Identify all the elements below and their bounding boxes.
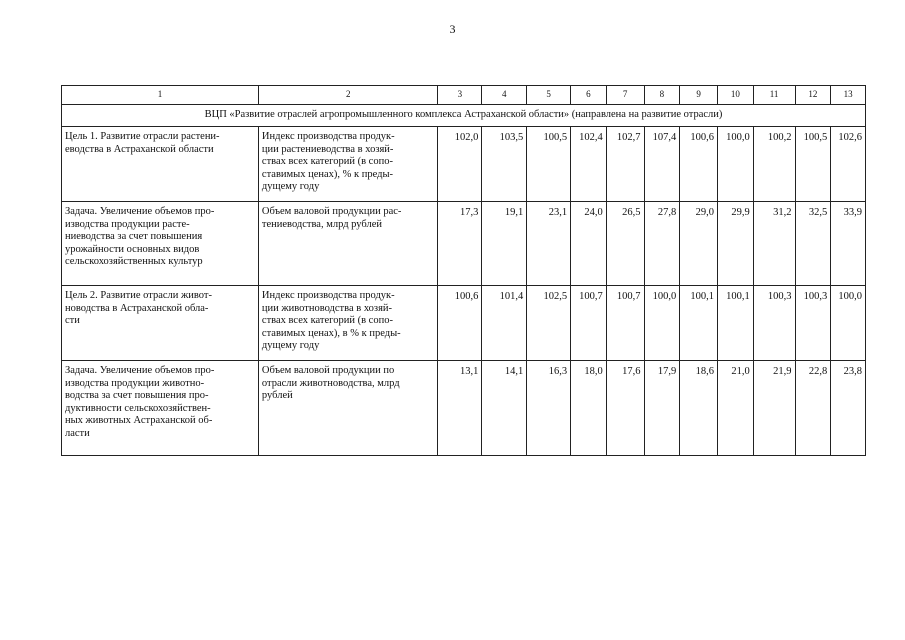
value-cell: 100,5 [795, 127, 831, 202]
value-cell: 100,0 [644, 286, 680, 361]
column-number: 6 [571, 86, 607, 105]
value-cell: 21,0 [717, 361, 753, 456]
goal-cell: Задача. Увеличение объемов про- изводства продукции расте- ниеводства за счет повышения урожайности основных видов сельскохозяйственных культур [62, 202, 259, 286]
value-cell: 100,3 [795, 286, 831, 361]
value-cell: 23,8 [831, 361, 866, 456]
value-cell: 102,7 [606, 127, 644, 202]
value-cell: 100,7 [606, 286, 644, 361]
value-cell: 17,3 [438, 202, 482, 286]
value-cell: 29,9 [717, 202, 753, 286]
value-cell: 18,0 [571, 361, 607, 456]
value-cell: 100,5 [527, 127, 571, 202]
section-row [62, 105, 866, 127]
column-number: 4 [482, 86, 527, 105]
value-cell: 102,6 [831, 127, 866, 202]
value-cell: 31,2 [753, 202, 795, 286]
column-number-row [62, 86, 866, 105]
table-row [62, 202, 866, 286]
value-cell: 21,9 [753, 361, 795, 456]
column-number: 11 [753, 86, 795, 105]
column-number: 10 [717, 86, 753, 105]
indicators-table [61, 85, 866, 456]
column-number: 2 [258, 86, 438, 105]
value-cell: 16,3 [527, 361, 571, 456]
column-number: 1 [62, 86, 259, 105]
value-cell: 100,6 [680, 127, 718, 202]
value-cell: 24,0 [571, 202, 607, 286]
value-cell: 100,3 [753, 286, 795, 361]
value-cell: 29,0 [680, 202, 718, 286]
value-cell: 19,1 [482, 202, 527, 286]
value-cell: 13,1 [438, 361, 482, 456]
indicator-cell: Индекс производства продук- ции животноводства в хозяй- ствах всех категорий (в сопо- ставимых ценах), в % к преды- дущему году [258, 286, 438, 361]
table-row [62, 361, 866, 456]
indicator-cell: Индекс производства продук- ции растениеводства в хозяй- ствах всех категорий (в сопо- ставимых ценах), % к преды- дущему году [258, 127, 438, 202]
value-cell: 23,1 [527, 202, 571, 286]
goal-cell: Цель 1. Развитие отрасли растени- еводства в Астраханской области [62, 127, 259, 202]
value-cell: 100,0 [831, 286, 866, 361]
value-cell: 102,5 [527, 286, 571, 361]
section-title: ВЦП «Развитие отраслей агропромышленного комплекса Астраханской области» (направлена на развитие отрасли) [62, 105, 866, 127]
value-cell: 26,5 [606, 202, 644, 286]
column-number: 5 [527, 86, 571, 105]
value-cell: 33,9 [831, 202, 866, 286]
value-cell: 100,1 [680, 286, 718, 361]
goal-cell: Задача. Увеличение объемов про- изводства продукции животно- водства за счет повышения про- дуктивности сельскохозяйствен- ных животных Астраханской об- ласти [62, 361, 259, 456]
value-cell: 100,6 [438, 286, 482, 361]
column-number: 12 [795, 86, 831, 105]
value-cell: 107,4 [644, 127, 680, 202]
page-number: 3 [449, 22, 456, 36]
value-cell: 22,8 [795, 361, 831, 456]
indicator-cell: Объем валовой продукции по отрасли животноводства, млрд рублей [258, 361, 438, 456]
value-cell: 102,4 [571, 127, 607, 202]
column-number: 8 [644, 86, 680, 105]
value-cell: 103,5 [482, 127, 527, 202]
value-cell: 32,5 [795, 202, 831, 286]
column-number: 3 [438, 86, 482, 105]
value-cell: 100,7 [571, 286, 607, 361]
value-cell: 100,2 [753, 127, 795, 202]
indicator-cell: Объем валовой продукции рас- тениеводства, млрд рублей [258, 202, 438, 286]
table-row [62, 286, 866, 361]
value-cell: 17,6 [606, 361, 644, 456]
goal-cell: Цель 2. Развитие отрасли живот- новодства в Астраханской обла- сти [62, 286, 259, 361]
column-number: 13 [831, 86, 866, 105]
value-cell: 100,1 [717, 286, 753, 361]
value-cell: 102,0 [438, 127, 482, 202]
value-cell: 101,4 [482, 286, 527, 361]
value-cell: 27,8 [644, 202, 680, 286]
value-cell: 100,0 [717, 127, 753, 202]
value-cell: 14,1 [482, 361, 527, 456]
value-cell: 18,6 [680, 361, 718, 456]
table-row [62, 127, 866, 202]
column-number: 7 [606, 86, 644, 105]
column-number: 9 [680, 86, 718, 105]
value-cell: 17,9 [644, 361, 680, 456]
